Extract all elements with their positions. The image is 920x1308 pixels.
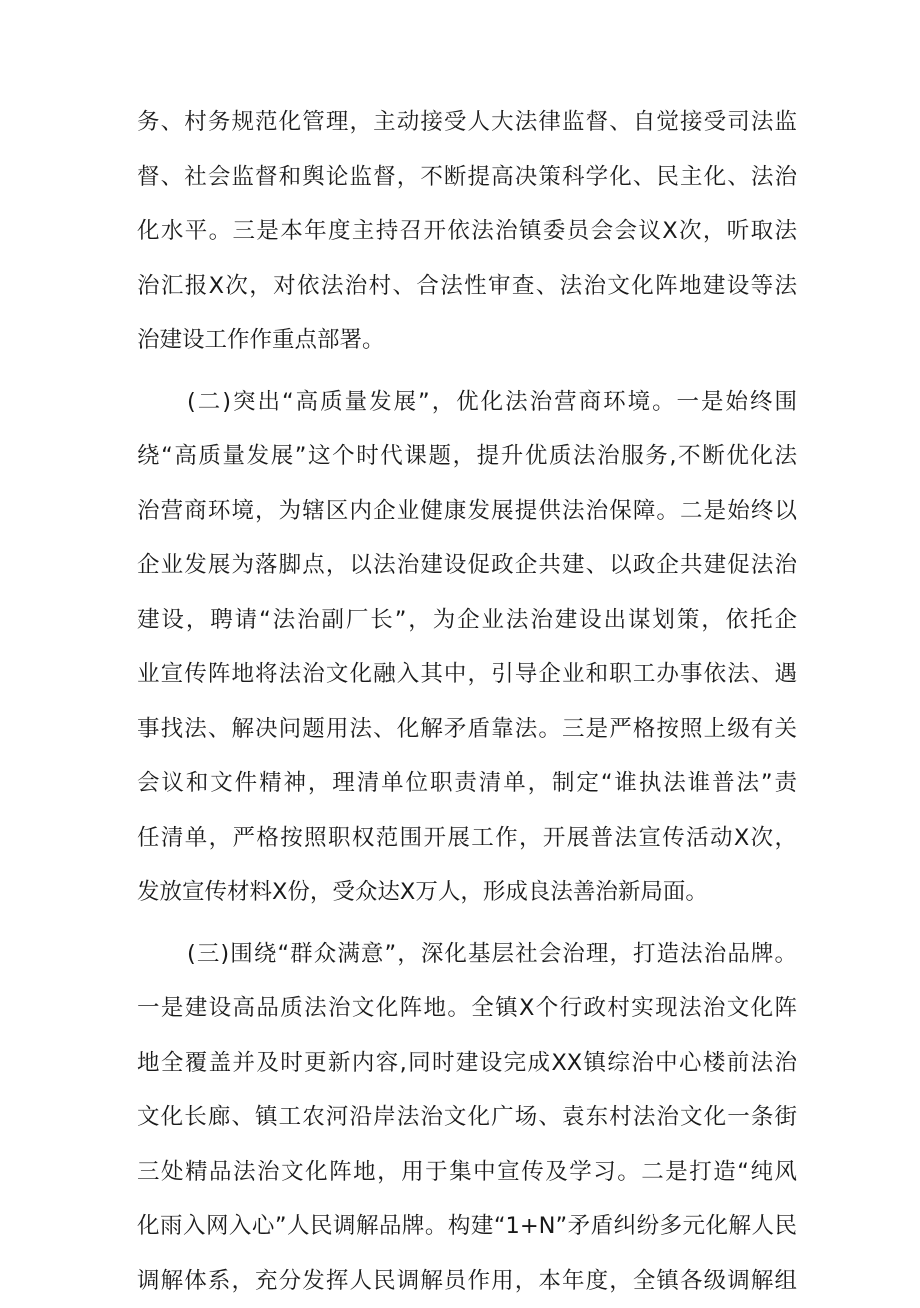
text-line: 任清单，严格按照职权范围开展工作，开展普法宣传活动X次， <box>137 811 797 866</box>
text-line: 治汇报X次，对依法治村、合法性审查、法治文化阵地建设等法 <box>137 259 797 314</box>
text-line: 一是建设高品质法治文化阵地。全镇X个行政村实现法治文化阵 <box>137 981 797 1036</box>
text-line: 地全覆盖并及时更新内容,同时建设完成XX镇综治中心楼前法治 <box>137 1036 797 1091</box>
text-line: 务、村务规范化管理，主动接受人大法律监督、自觉接受司法监 <box>137 95 797 150</box>
paragraph-heading-line: (二)突出“高质量发展”，优化法治营商环境。一是始终围 <box>137 375 797 430</box>
text-line: 建设，聘请“法治副厂长”，为企业法治建设出谋划策，依托企 <box>137 593 797 648</box>
text-line: 业宣传阵地将法治文化融入其中，引导企业和职工办事依法、遇 <box>137 647 797 702</box>
text-line: 调解体系，充分发挥人民调解员作用，本年度，全镇各级调解组 <box>137 1254 797 1308</box>
text-line: 企业发展为落脚点，以法治建设促政企共建、以政企共建促法治 <box>137 538 797 593</box>
text-line: 治营商环境，为辖区内企业健康发展提供法治保障。二是始终以 <box>137 484 797 539</box>
text-line: 会议和文件精神，理清单位职责清单，制定“谁执法谁普法”责 <box>137 756 797 811</box>
text-line: 治建设工作作重点部署。 <box>137 313 797 368</box>
text-line: 文化长廊、镇工农河沿岸法治文化广场、袁东村法治文化一条街 <box>137 1090 797 1145</box>
text-line: 督、社会监督和舆论监督，不断提高决策科学化、民主化、法治 <box>137 150 797 205</box>
text-line: 三处精品法治文化阵地，用于集中宣传及学习。二是打造“纯风 <box>137 1145 797 1200</box>
text-line: 绕“高质量发展”这个时代课题，提升优质法治服务,不断优化法 <box>137 429 797 484</box>
text-line: 事找法、解决问题用法、化解矛盾靠法。三是严格按照上级有关 <box>137 702 797 757</box>
document-body <box>137 95 797 1308</box>
text-line: 化雨入网入心”人民调解品牌。构建“1+N”矛盾纠纷多元化解人民 <box>137 1199 797 1254</box>
text-line: 化水平。三是本年度主持召开依法治镇委员会会议X次，听取法 <box>137 204 797 259</box>
text-line: 发放宣传材料X份，受众达X万人，形成良法善治新局面。 <box>137 865 797 920</box>
paragraph-heading-line: (三)围绕“群众满意”，深化基层社会治理，打造法治品牌。 <box>137 927 797 982</box>
